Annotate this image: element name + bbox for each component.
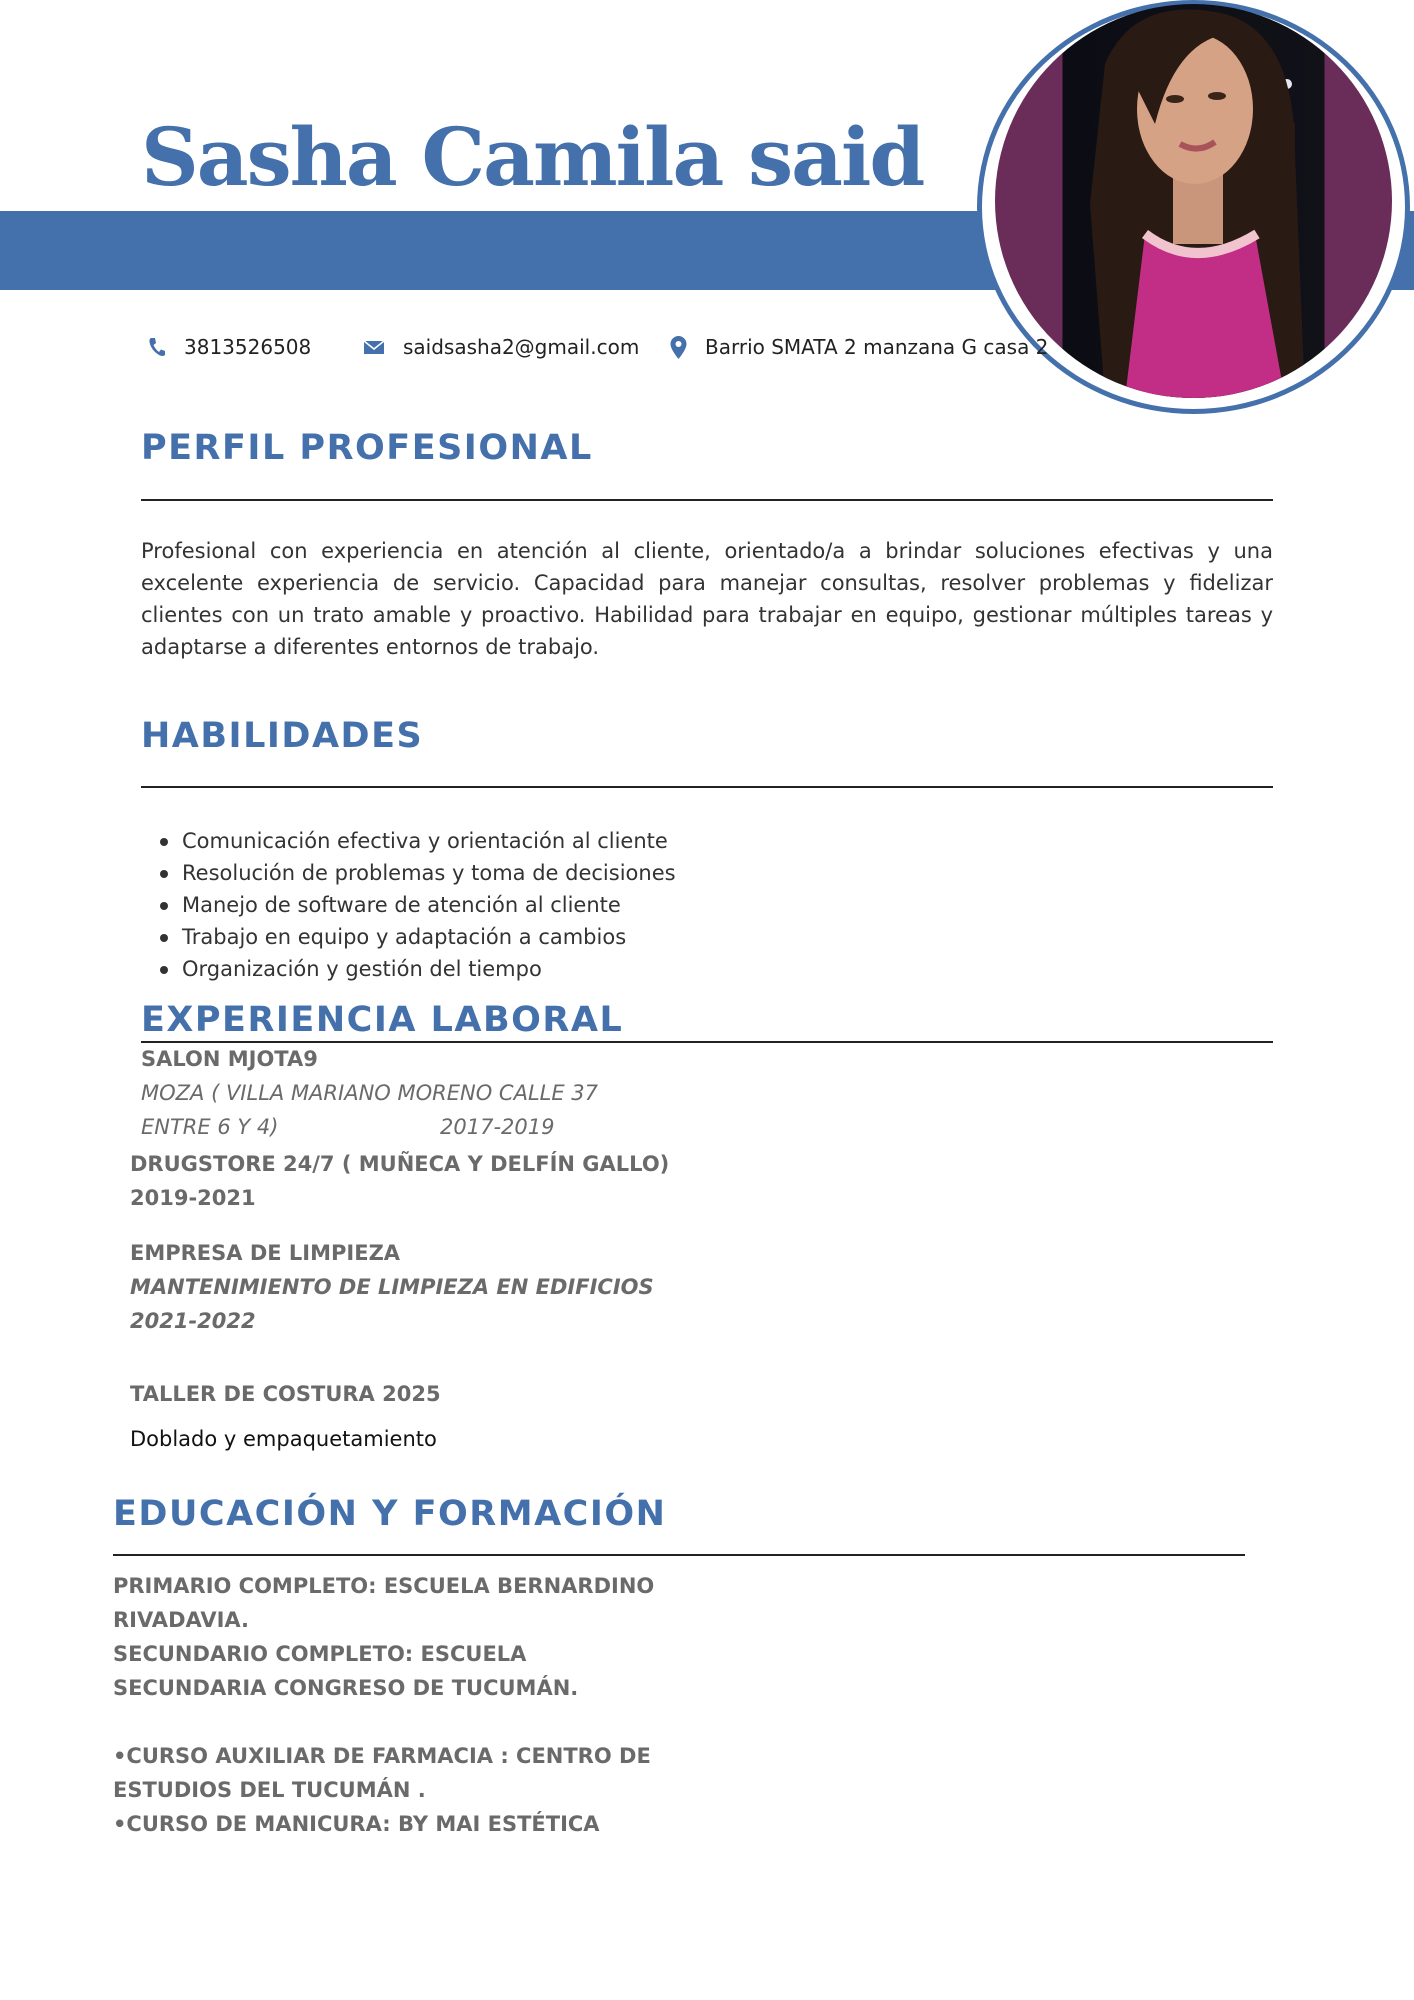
skills-section-title: HABILIDADES <box>141 716 424 756</box>
phone-number: 3813526508 <box>184 335 312 359</box>
contact-email <box>363 330 639 364</box>
location-pin-icon <box>670 336 687 359</box>
job-location: ENTRE 6 Y 4) <box>141 1115 279 1139</box>
list-item: Manejo de software de atención al cliente <box>160 889 676 921</box>
candidate-name: Sasha Camila said <box>141 110 924 204</box>
experience-section-title: EXPERIENCIA LABORAL <box>141 1000 624 1040</box>
education-line: ESTUDIOS DEL TUCUMÁN . <box>113 1778 426 1802</box>
education-line: •CURSO AUXILIAR DE FARMACIA : CENTRO DE <box>113 1744 651 1768</box>
profile-photo <box>995 4 1392 398</box>
home-address: Barrio SMATA 2 manzana G casa 2 <box>705 335 1049 359</box>
job-period: 2019-2021 <box>130 1186 256 1210</box>
list-item: Trabajo en equipo y adaptación a cambios <box>160 921 676 953</box>
portrait-illustration <box>995 4 1392 398</box>
list-item: Organización y gestión del tiempo <box>160 953 676 985</box>
job-company: DRUGSTORE 24/7 ( MUÑECA Y DELFÍN GALLO) <box>130 1152 670 1176</box>
job-company: TALLER DE COSTURA 2025 <box>130 1382 441 1406</box>
job-period: 2017-2019 <box>440 1115 555 1139</box>
contact-address <box>670 330 1048 364</box>
job-company: SALON MJOTA9 <box>141 1047 318 1071</box>
job-location: MOZA ( VILLA MARIANO MORENO CALLE 37 <box>141 1081 599 1105</box>
skills-divider <box>141 786 1273 788</box>
contact-phone <box>148 330 311 364</box>
education-line: PRIMARIO COMPLETO: ESCUELA BERNARDINO <box>113 1574 655 1598</box>
education-line: RIVADAVIA. <box>113 1608 250 1632</box>
job-period: 2021-2022 <box>130 1309 256 1333</box>
list-item: Comunicación efectiva y orientación al cliente <box>160 825 676 857</box>
job-description: MANTENIMIENTO DE LIMPIEZA EN EDIFICIOS <box>130 1275 654 1299</box>
profile-section-title: PERFIL PROFESIONAL <box>141 428 593 468</box>
email-address: saidsasha2@gmail.com <box>403 335 640 359</box>
education-divider <box>113 1554 1245 1556</box>
job-description: Doblado y empaquetamiento <box>130 1427 437 1451</box>
profile-text: Profesional con experiencia en atención al cliente, orientado/a a brindar soluciones efectivas y una excelente experiencia de servicio. Capacidad para manejar consultas, resolver problemas y fidelizar clientes con un trato amable y proactivo. Habilidad para trabajar en equipo, gestionar múltiples tareas y adaptarse a diferentes entornos de trabajo. <box>141 539 1273 659</box>
education-section-title: EDUCACIÓN Y FORMACIÓN <box>113 1494 667 1534</box>
education-line: SECUNDARIO COMPLETO: ESCUELA <box>113 1642 527 1666</box>
phone-icon <box>148 337 166 357</box>
profile-divider <box>141 499 1273 501</box>
education-line: SECUNDARIA CONGRESO DE TUCUMÁN. <box>113 1676 579 1700</box>
envelope-icon <box>363 339 385 355</box>
experience-divider <box>141 1041 1273 1043</box>
list-item: Resolución de problemas y toma de decisiones <box>160 857 676 889</box>
education-line: •CURSO DE MANICURA: BY MAI ESTÉTICA <box>113 1812 600 1836</box>
skills-list <box>160 825 676 985</box>
job-company: EMPRESA DE LIMPIEZA <box>130 1241 401 1265</box>
